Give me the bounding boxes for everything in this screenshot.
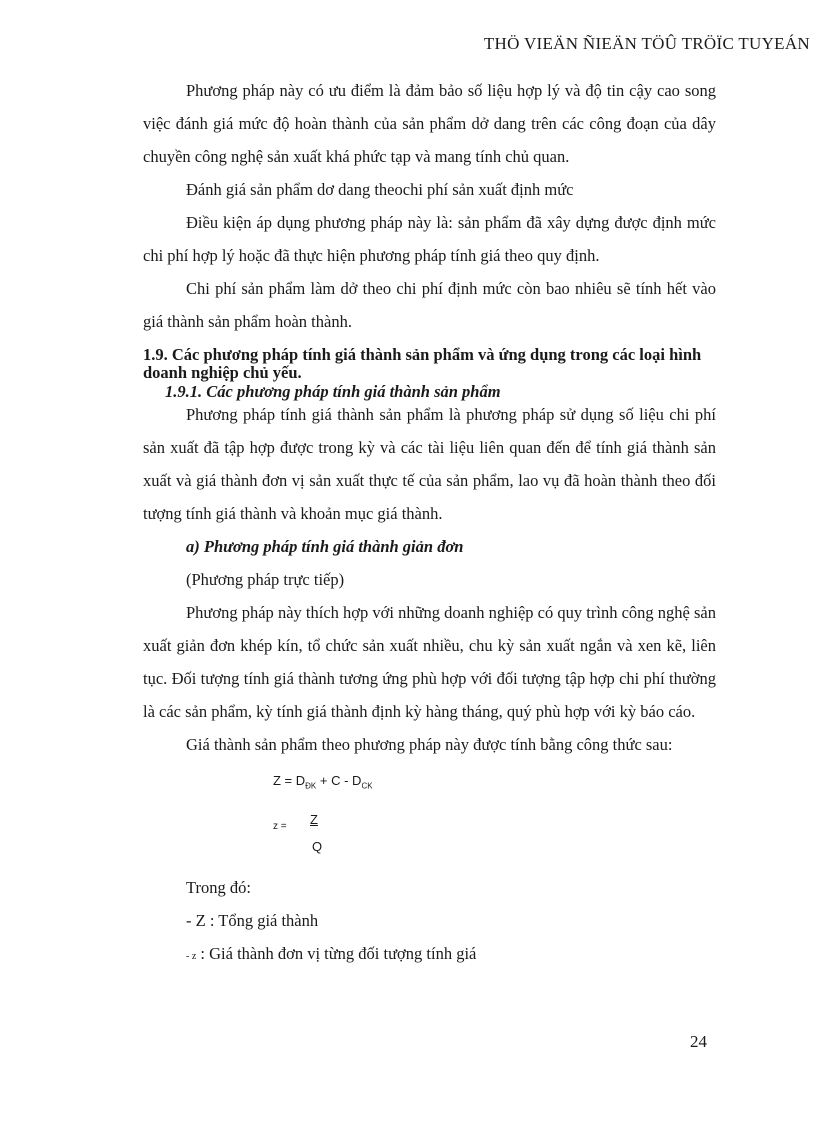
legend-title: Trong đó: [186, 878, 251, 897]
section-heading-1-9-1: 1.9.1. Các phương pháp tính giá thành sản phẩm [165, 382, 501, 401]
formula-part: Z = D [273, 773, 306, 788]
paragraph-6: (Phương pháp trực tiếp) [186, 570, 345, 589]
formula-unit-label: z = [273, 821, 287, 832]
page-number: 24 [690, 1032, 707, 1051]
paragraph-2: Đánh giá sản phẩm dơ dang theochi phí sản xuất định mức [186, 180, 574, 199]
formula-block [143, 761, 716, 871]
formula-part: + C - D [316, 773, 362, 788]
paragraph-8: Giá thành sản phẩm theo phương pháp này được tính bằng công thức sau: [186, 735, 673, 754]
paragraph-5: Phương pháp tính giá thành sản phẩm là phương pháp sử dụng số liệu chi phí sản xuất đã tập hợp được trong kỳ và các tài liệu liên quan đến để tính giá thành sản xuất và giá thành đơn vị sản xuất thực tế của sản phẩm, lao vụ đã hoàn thành theo đối tượng tính giá thành và khoản mục giá thành. [143, 405, 716, 523]
paragraph-3: Điều kiện áp dụng phương pháp này là: sản phẩm đã xây dựng được định mức chi phí hợp lý hoặc đã thực hiện phương pháp tính giá theo quy định. [143, 213, 716, 265]
formula-denominator: Q [312, 839, 323, 854]
legend-item-2-prefix: - z [186, 951, 197, 962]
formula-total-cost [273, 773, 373, 791]
legend-item-2-text: : Giá thành đơn vị từng đối tượng tính giá [196, 944, 477, 963]
paragraph-7: Phương pháp này thích hợp với những doanh nghiệp có quy trình công nghệ sản xuất giản đơn khép kín, tổ chức sản xuất nhiều, chu kỳ sản xuất ngắn và xen kẽ, liên tục. Đối tượng tính giá thành tương ứng phù hợp với đối tượng tập hợp chi phí thường là các sản phẩm, kỳ tính giá thành định kỳ hàng tháng, quý phù hợp với kỳ báo cáo. [143, 603, 716, 721]
page-header: THÖ VIEÄN ÑIEÄN TÖÛ TRÖÏC TUYEÁN [483, 34, 810, 53]
paragraph-4: Chi phí sản phẩm làm dở theo chi phí định mức còn bao nhiêu sẽ tính hết vào giá thành sản phẩm hoàn thành. [143, 279, 716, 331]
section-heading-1-9: 1.9. Các phương pháp tính giá thành sản phẩm và ứng dụng trong các loại hình doanh nghiệp chủ yếu. [143, 345, 702, 382]
legend-item-2 [143, 937, 716, 973]
formula-subscript: CK [361, 781, 373, 791]
formula-subscript: ĐK [305, 781, 317, 791]
paragraph-1: Phương pháp này có ưu điểm là đảm bảo số liệu hợp lý và độ tin cậy cao song việc đánh giá mức độ hoàn thành của sản phẩm dở dang trên các công đoạn của dây chuyền công nghệ sản xuất khá phức tạp và mang tính chủ quan. [143, 81, 716, 166]
subsection-a-title: a) Phương pháp tính giá thành giản đơn [186, 537, 464, 556]
formula-numerator: Z [310, 812, 318, 827]
legend-item-1: - Z : Tổng giá thành [186, 911, 319, 930]
document-body [143, 74, 716, 973]
